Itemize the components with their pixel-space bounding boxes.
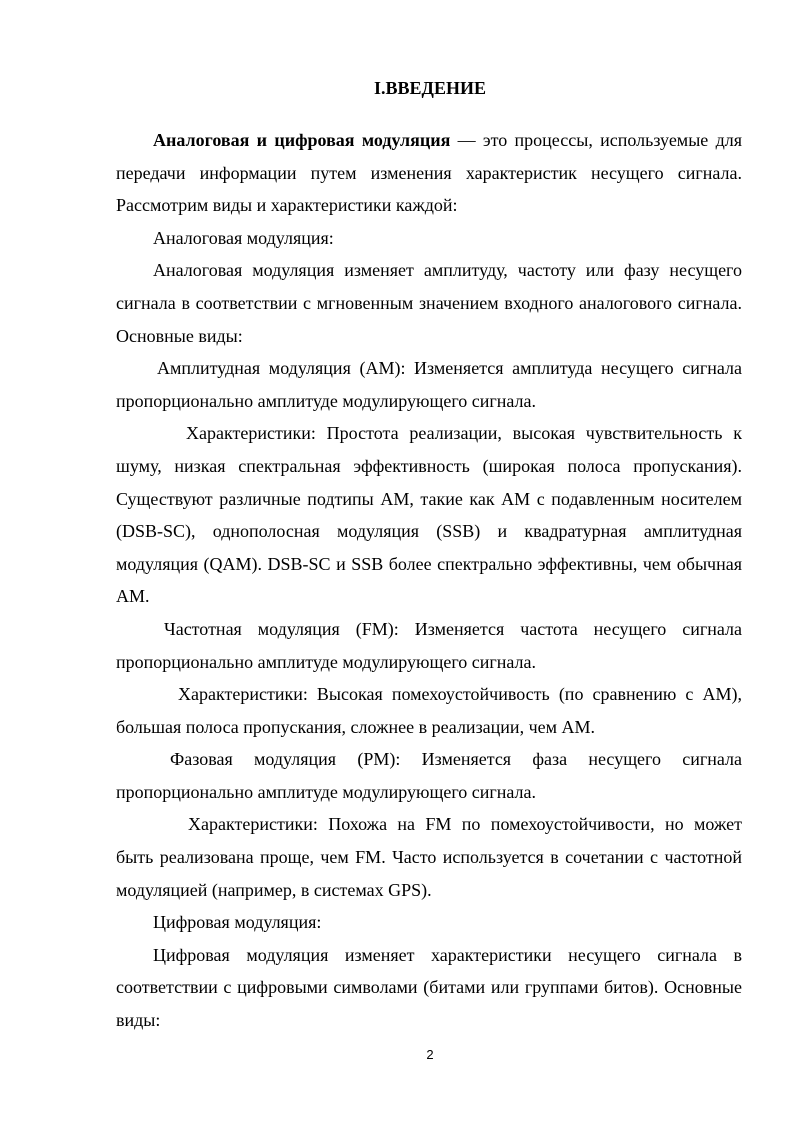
paragraph-pm-characteristics: Характеристики: Похожа на FM по помехоустойчивости, но может быть реализована проще, чем FM. Часто используется в сочетании с частотной модуляцией (например, в системах GPS). [116,814,742,900]
paragraph-digital-heading: Цифровая модуляция: [153,912,322,933]
paragraph-fm-characteristics: Характеристики: Высокая помехоустойчивость (по сравнению с AM), большая полоса пропускания, сложнее в реализации, чем AM. [116,684,742,737]
intro-paragraph [116,124,742,222]
paragraph-am: Амплитудная модуляция (AM): Изменяется амплитуда несущего сигнала пропорционально амплитуде модулирующего сигнала. [116,358,742,411]
paragraph-am-characteristics: Характеристики: Простота реализации, высокая чувствительность к шуму, низкая спектральная эффективность (широкая полоса пропускания). Существуют различные подтипы AM, такие как AM с подавленным носителем (DSB-SC), однополосная модуляция (SSB) и квадратурная амплитудная модуляция (QAM). DSB-SC и SSB более спектрально эффективны, чем обычная AM. [116,423,742,607]
paragraph-fm: Частотная модуляция (FM): Изменяется частота несущего сигнала пропорционально амплитуде модулирующего сигнала. [116,618,742,672]
body-text [116,124,742,1037]
section-title: I.ВВЕДЕНИЕ [374,78,486,98]
intro-term: Аналоговая и цифровая модуляция [153,130,451,150]
paragraph-analog-heading: Аналоговая модуляция: [153,227,334,248]
paragraph-analog-description: Аналоговая модуляция изменяет амплитуду, частоту или фазу несущего сигнала в соответствии с мгновенным значением входного аналогового сигнала. Основные виды: [116,260,742,346]
paragraph-pm: Фазовая модуляция (PM): Изменяется фаза несущего сигнала пропорционально амплитуде модулирующего сигнала. [116,749,742,802]
intro-text: — это процессы, используемые для передачи информации путем изменения характеристик несущего сигнала. Рассмотрим виды и характеристики каждой: [116,130,742,216]
page-number: 2 [426,1047,434,1062]
paragraph-digital-description: Цифровая модуляция изменяет характеристики несущего сигнала в соответствии с цифровыми символами (битами или группами битов). Основные виды: [116,944,742,1031]
